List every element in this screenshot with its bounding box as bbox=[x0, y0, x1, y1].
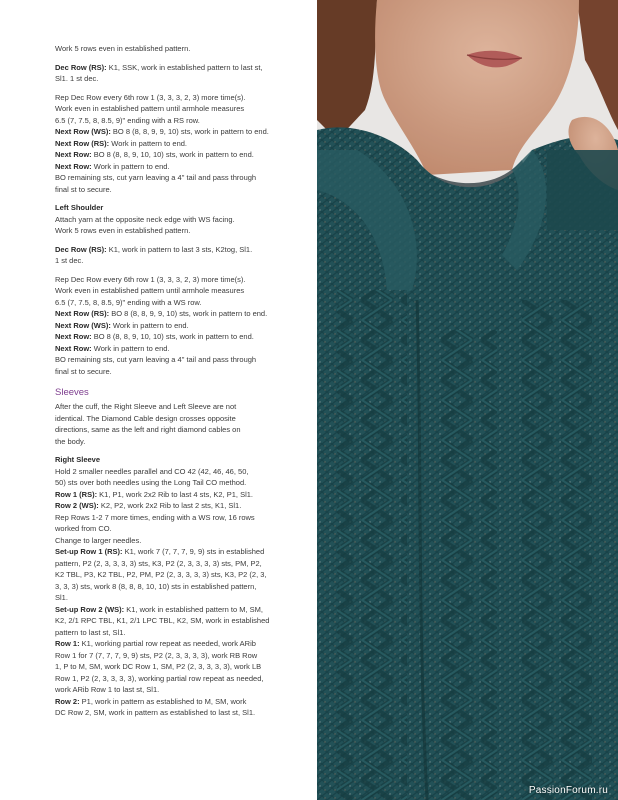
paragraph-rep-dec-row-2: Rep Dec Row every 6th row 1 (3, 3, 3, 2, 3) more time(s). Work even in established pattern until armhole measures 6.5 (7, 7.5, 8, 8.5, 9)" ending with a WS row. Next Row (RS): BO 8 (8, 8, 9, 9, 10) sts, work in pattern to end. Next Row (WS): Work in pattern to end. Next Row: BO 8 (8, 8, 9, 10, 10) sts, work in pattern to end. Next Row: Work in pattern to end. BO remaining sts, cut yarn leaving a 4" tail and pass through final st to secure. bbox=[55, 274, 268, 376]
paragraph-dec-row-rs-2: Dec Row (RS): K1, work in pattern to last 3 sts, K2tog, Sl1. 1 st dec. bbox=[55, 244, 253, 265]
paragraph-sleeves-intro: After the cuff, the Right Sleeve and Left Sleeve are not identical. The Diamond Cable design crosses opposite directions, same as the left and right diamond cables on the body. bbox=[55, 402, 241, 446]
left-shoulder-heading: Left Shoulder bbox=[55, 203, 104, 212]
paragraph-right-sleeve: Right Sleeve Hold 2 smaller needles parallel and CO 42 (42, 46, 46, 50, 50) sts over both needles using the Long Tail CO method. Row 1 (RS): K1, P1, work 2x2 Rib to last 4 sts, K2, P1, Sl1. Row 2 (WS): K2, P2, work 2x2 Rib to last 2 sts, K1, Sl1. Rep Rows 1-2 7 more times, ending with a WS row, 16 rows worked from CO. Change to larger needles. Set-up Row 1 (RS): K1, work 7 (7, 7, 7, 9, 9) sts in established pattern, P2 (2, 3, 3, 3, 3) sts, K3, P2 (2, 3, 3, 3, 3) sts, PM, P2, K2 TBL, P3, K2 TBL, P2, PM, P2 (2, 3, 3, 3, 3) sts, K3, P2 (2, 3, 3, 3, 3) sts, work 8 (8, 8, 8, 10, 10) sts in established pattern, Sl1. Set-up Row 2 (WS): K1, work in established pattern to M, SM, K2, 2/1 RPC TBL, K1, 2/1 LPC TBL, K2, SM, work in established pattern to last st, Sl1. Row 1: K1, working partial row repeat as needed, work ARib Row 1 for 7 (7, 7, 7, 9, 9) sts, P2 (2, 3, 3, 3, 3), work RB Row 1, P to M, SM, work DC Row 1, SM, P2 (2, 3, 3, 3, 3), work LB Row 1, P2 (2, 3, 3, 3, 3), working partial row repeat as needed, work ARib Row 1 to last st, Sl1. Row 2: P1, work in pattern as established to M, SM, work DC Row 2, SM, work in pattern as established to last st, Sl1. bbox=[55, 454, 313, 719]
paragraph-left-shoulder: Left Shoulder Attach yarn at the opposite neck edge with WS facing. Work 5 rows even in established pattern. bbox=[55, 202, 313, 237]
paragraph-rep-dec-row: Rep Dec Row every 6th row 1 (3, 3, 3, 2, 3) more time(s). Work even in established pattern until armhole measures 6.5 (7, 7.5, 8, 8.5, 9)" ending with a RS row. Next Row (WS): BO 8 (8, 8, 9, 9, 10) sts, work in pattern to end. Next Row (RS): Work in pattern to end. Next Row: BO 8 (8, 8, 9, 10, 10) sts, work in pattern to end. Next Row: Work in pattern to end. BO remaining sts, cut yarn leaving a 4" tail and pass through final st to secure. bbox=[55, 92, 269, 194]
sleeves-heading: Sleeves bbox=[55, 387, 89, 398]
row-label: Dec Row (RS): bbox=[55, 62, 107, 72]
right-sleeve-heading: Right Sleeve bbox=[55, 455, 101, 464]
paragraph-dec-row-rs: Dec Row (RS): K1, SSK, work in established pattern to last st, Sl1. 1 st dec. bbox=[55, 62, 263, 83]
sweater-photo bbox=[317, 0, 618, 800]
watermark-text: PassionForum.ru bbox=[528, 785, 608, 796]
sweater-photo-illustration bbox=[317, 0, 618, 800]
pattern-text-column bbox=[55, 43, 313, 726]
paragraph-work-even: Work 5 rows even in established pattern. bbox=[55, 44, 191, 53]
